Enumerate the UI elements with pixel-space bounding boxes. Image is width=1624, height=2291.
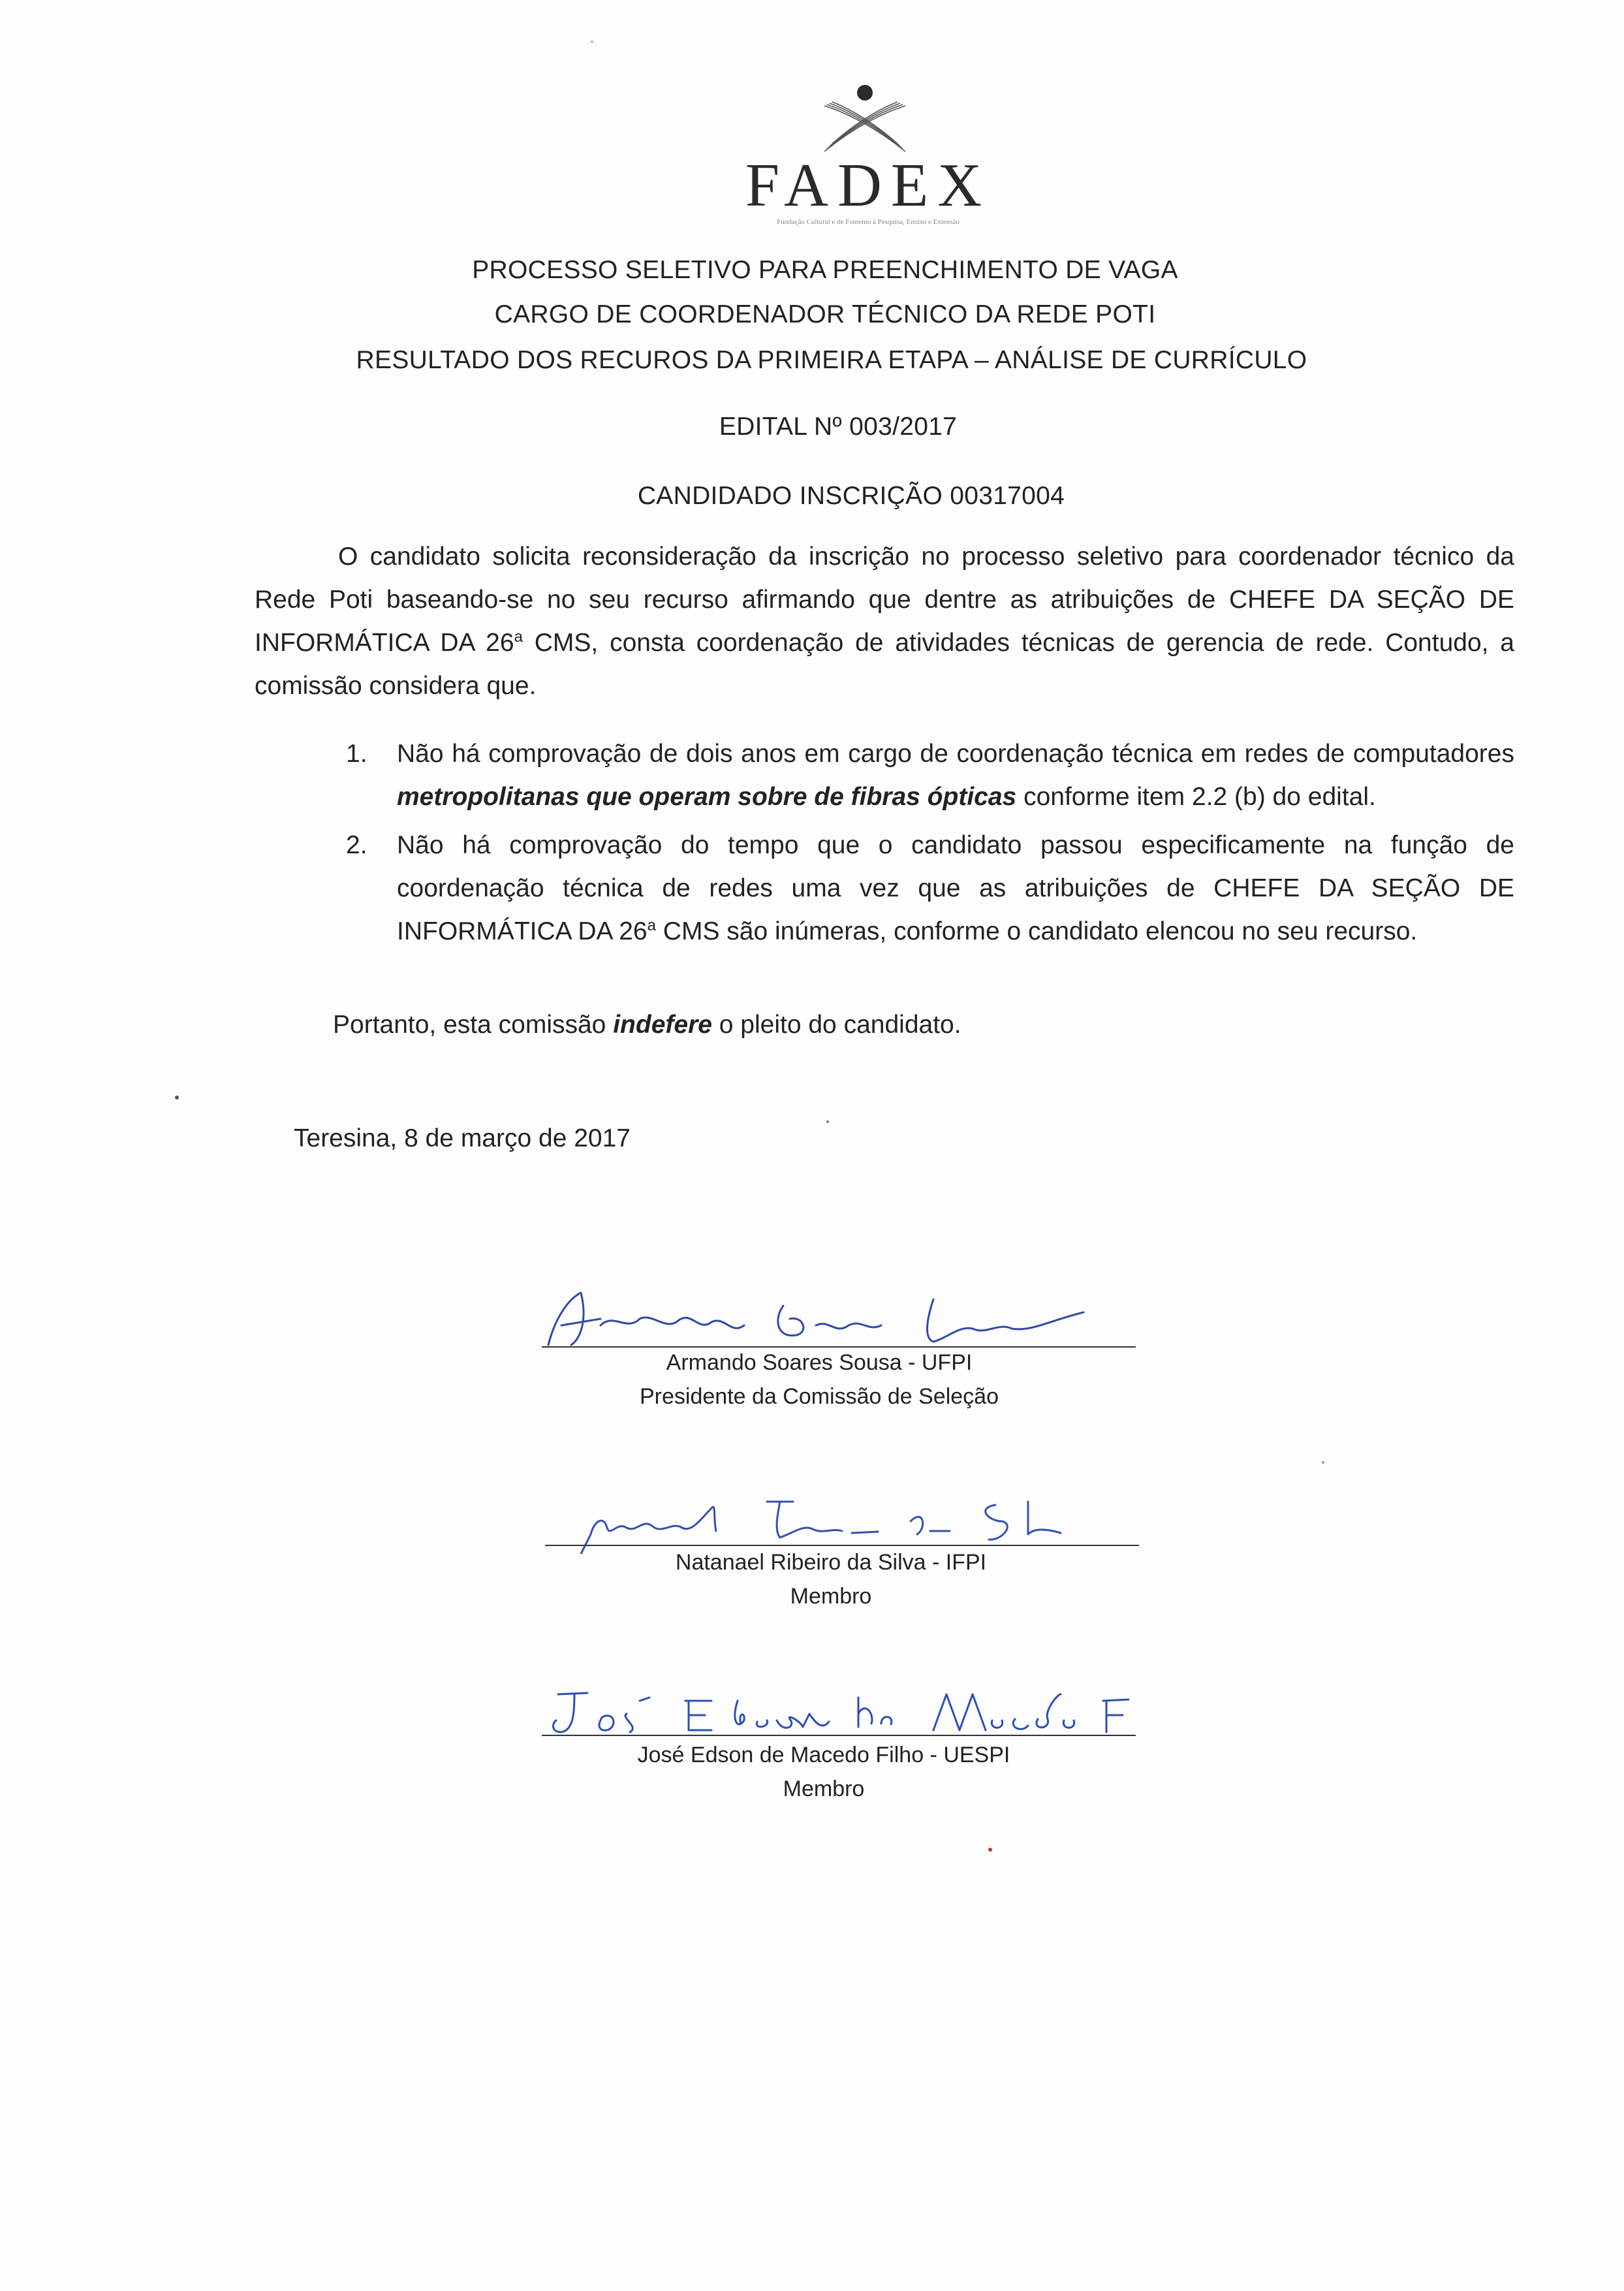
signatory-role: Membro	[783, 1777, 865, 1801]
handwritten-signature	[542, 1280, 1129, 1351]
handwritten-signature	[545, 1482, 1132, 1554]
signature-line	[542, 1735, 1136, 1736]
signature-line	[542, 1346, 1136, 1348]
scan-speck	[826, 1120, 829, 1123]
conclusion-before: Portanto, esta comissão	[333, 1011, 614, 1039]
signature-line	[545, 1545, 1139, 1546]
heading-line-3: RESULTADO DOS RECUROS DA PRIMEIRA ETAPA – ANÁLISE DE CURRÍCULO	[356, 346, 1307, 374]
conclusion-after: o pleito do candidato.	[711, 1011, 961, 1039]
list-number: 2.	[346, 831, 367, 859]
signatory-role: Membro	[790, 1584, 872, 1609]
signatory-name: Natanael Ribeiro da Silva - IFPI	[675, 1550, 987, 1575]
intro-superscript: a	[514, 628, 523, 646]
scan-speck	[1322, 1461, 1324, 1464]
intro-paragraph	[255, 535, 1514, 708]
logo-tagline: Fundação Cultural e de Fomento à Pesquisa, Ensino e Extensão	[777, 218, 960, 226]
list-item	[346, 824, 1514, 953]
item-text-before: Não há comprovação do tempo que o candidato passou especificamente na função de coordenação técnica de redes uma vez que as atribuições de CHEFE DA SEÇÃO DE INFORMÁTICA DA 26	[397, 831, 1514, 945]
intro-text-2: CMS, consta coordenação de atividades técnicas de gerencia de rede. Contudo, a comissão considera que.	[255, 629, 1514, 700]
findings-list	[346, 733, 1514, 958]
heading-line-2: CARGO DE COORDENADOR TÉCNICO DA REDE POTI	[494, 300, 1156, 328]
fadex-logo	[738, 65, 999, 235]
signatory-role: Presidente da Comissão de Seleção	[640, 1384, 999, 1409]
item-text-after: conforme item 2.2 (b) do edital.	[1016, 783, 1376, 811]
item-emphasis: metropolitanas que operam sobre de fibras ópticas	[397, 783, 1017, 811]
heading-line-1: PROCESSO SELETIVO PARA PREENCHIMENTO DE VAGA	[472, 256, 1178, 284]
intro-text-1: O candidato solicita reconsideração da inscrição no processo seletivo para coordenador técnico da Rede Poti baseando-se no seu recurso afirmando que dentre as atribuições de CHEFE DA SEÇÃO DE INFORMÁTICA DA 26	[255, 543, 1514, 657]
list-number: 1.	[346, 740, 367, 768]
signature-block-member-2	[542, 1675, 1129, 1818]
conclusion-line	[333, 1011, 961, 1039]
date-line: Teresina, 8 de março de 2017	[294, 1124, 631, 1152]
logo-wordmark: FADEX	[745, 151, 992, 219]
scan-speck	[175, 1096, 179, 1099]
scan-speck	[988, 1848, 992, 1852]
signatory-name: José Edson de Macedo Filho - UESPI	[637, 1743, 1010, 1767]
conclusion-emphasis: indefere	[613, 1011, 712, 1039]
list-item	[346, 733, 1514, 819]
fadex-emblem-icon	[813, 78, 917, 157]
candidate-registration: CANDIDADO INSCRIÇÃO 00317004	[637, 482, 1065, 510]
signatory-name: Armando Soares Sousa - UFPI	[666, 1350, 973, 1375]
item-superscript: a	[647, 917, 656, 934]
item-text-before: Não há comprovação de dois anos em cargo de coordenação técnica em redes de computadores	[397, 740, 1514, 768]
signature-block-member-1	[545, 1482, 1132, 1626]
signature-block-president	[542, 1280, 1129, 1423]
edital-number: EDITAL Nº 003/2017	[719, 413, 958, 441]
item-text-after: CMS são inúmeras, conforme o candidato elencou no seu recurso.	[655, 917, 1418, 945]
scan-speck	[591, 40, 593, 43]
